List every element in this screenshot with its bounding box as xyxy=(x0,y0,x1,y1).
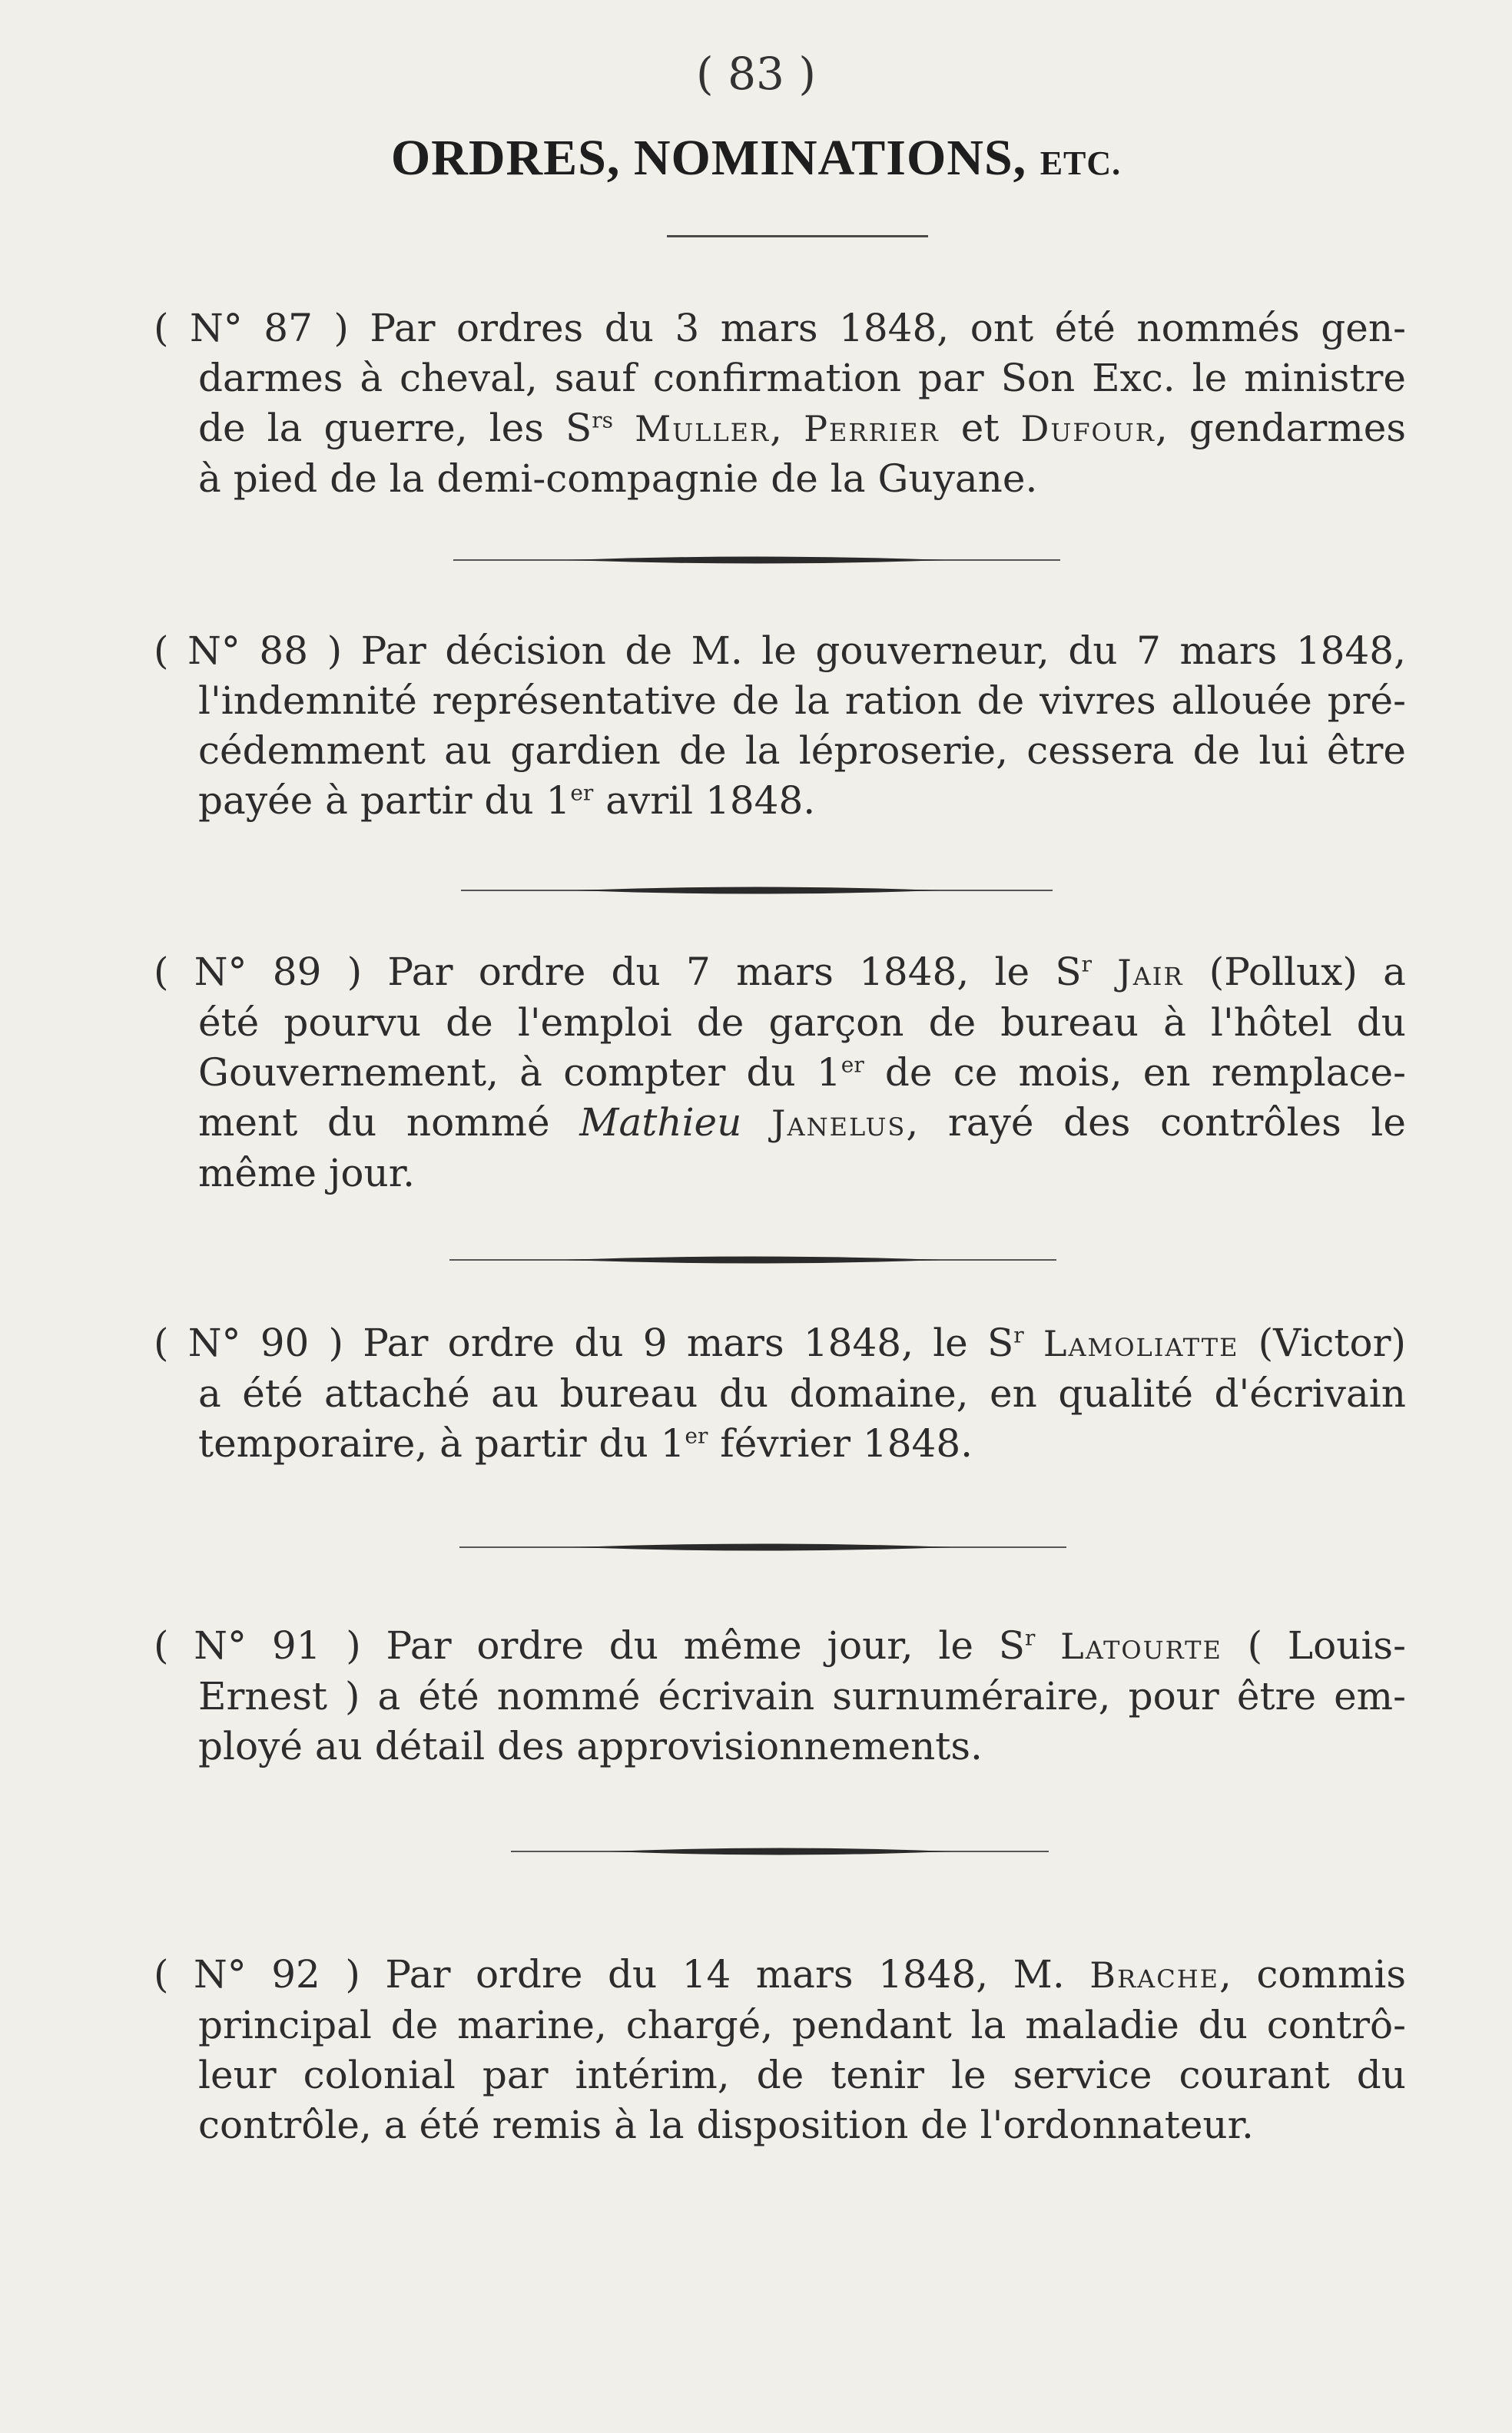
heading-main: ORDRES, NOMINATIONS, xyxy=(390,130,1027,186)
separator-rule xyxy=(511,1846,1049,1857)
entry-87 xyxy=(154,303,1406,504)
entry-line: l'indemnité représentative de la ration de vivres allouée pré- xyxy=(198,678,1406,723)
entry-line: ( N° 87 ) Par ordres du 3 mars 1848, ont été nommés gen- xyxy=(154,306,1406,350)
entry-line: leur colonial par intérim, de tenir le service courant du xyxy=(198,2053,1406,2097)
entry-line: été pourvu de l'emploi de garçon de bureau à l'hôtel du xyxy=(198,1000,1406,1045)
separator-rule xyxy=(459,1542,1066,1553)
entry-89 xyxy=(154,947,1406,1198)
entry-line: temporaire, à partir du 1er février 1848. xyxy=(198,1421,973,1466)
heading-rule xyxy=(667,235,928,237)
entry-88 xyxy=(154,626,1406,826)
entry-line: ( N° 91 ) Par ordre du même jour, le $S^r$ Latourte ( Louis- xyxy=(154,1623,1406,1668)
entry-line: ( N° 88 ) Par décision de M. le gouverneur, du 7 mars 1848, xyxy=(154,628,1406,673)
entry-line: ( N° 92 ) Par ordre du 14 mars 1848, M. Brache, commis xyxy=(154,1952,1406,1997)
entry-line: cédemment au gardien de la léproserie, cessera de lui être xyxy=(198,728,1406,773)
entry-line: Ernest ) a été nommé écrivain surnuméraire, pour être em- xyxy=(198,1674,1406,1719)
entry-line: darmes à cheval, sauf confirmation par Son Exc. le ministre xyxy=(198,356,1406,400)
entry-line: payée à partir du 1er avril 1848. xyxy=(198,778,816,823)
entry-line: principal de marine, chargé, pendant la maladie du contrô- xyxy=(198,2003,1406,2047)
entry-line: contrôle, a été remis à la disposition de l'ordonnateur. xyxy=(198,2103,1254,2147)
entry-line: de la guerre, les $S^{rs}$ Muller, Perrier et Dufour, gendarmes xyxy=(198,406,1406,450)
entry-92 xyxy=(154,1950,1406,2150)
entry-line: ment du nommé Mathieu Janelus, rayé des contrôles le xyxy=(198,1100,1406,1145)
entry-line: même jour. xyxy=(198,1151,416,1195)
separator-rule xyxy=(449,1255,1056,1265)
entry-line: Gouvernement, à compter du 1er de ce mois, en remplace- xyxy=(198,1050,1406,1095)
entry-line: à pied de la demi-compagnie de la Guyane. xyxy=(198,456,1038,501)
separator-rule xyxy=(453,555,1060,565)
entry-line: ( N° 90 ) Par ordre du 9 mars 1848, le $S^r$ Lamoliatte (Victor) xyxy=(154,1321,1406,1365)
entry-line: ployé au détail des approvisionnements. xyxy=(198,1724,983,1768)
entry-90 xyxy=(154,1318,1406,1469)
page-number: ( 83 ) xyxy=(696,48,816,100)
entry-91 xyxy=(154,1621,1406,1772)
heading-etc: ETC. xyxy=(1040,144,1122,182)
section-heading xyxy=(0,129,1512,187)
entry-line: a été attaché au bureau du domaine, en qualité d'écrivain xyxy=(198,1371,1406,1416)
entry-line: ( N° 89 ) Par ordre du 7 mars 1848, le $S^r$ Jair (Pollux) a xyxy=(154,950,1406,994)
separator-rule xyxy=(461,885,1053,896)
